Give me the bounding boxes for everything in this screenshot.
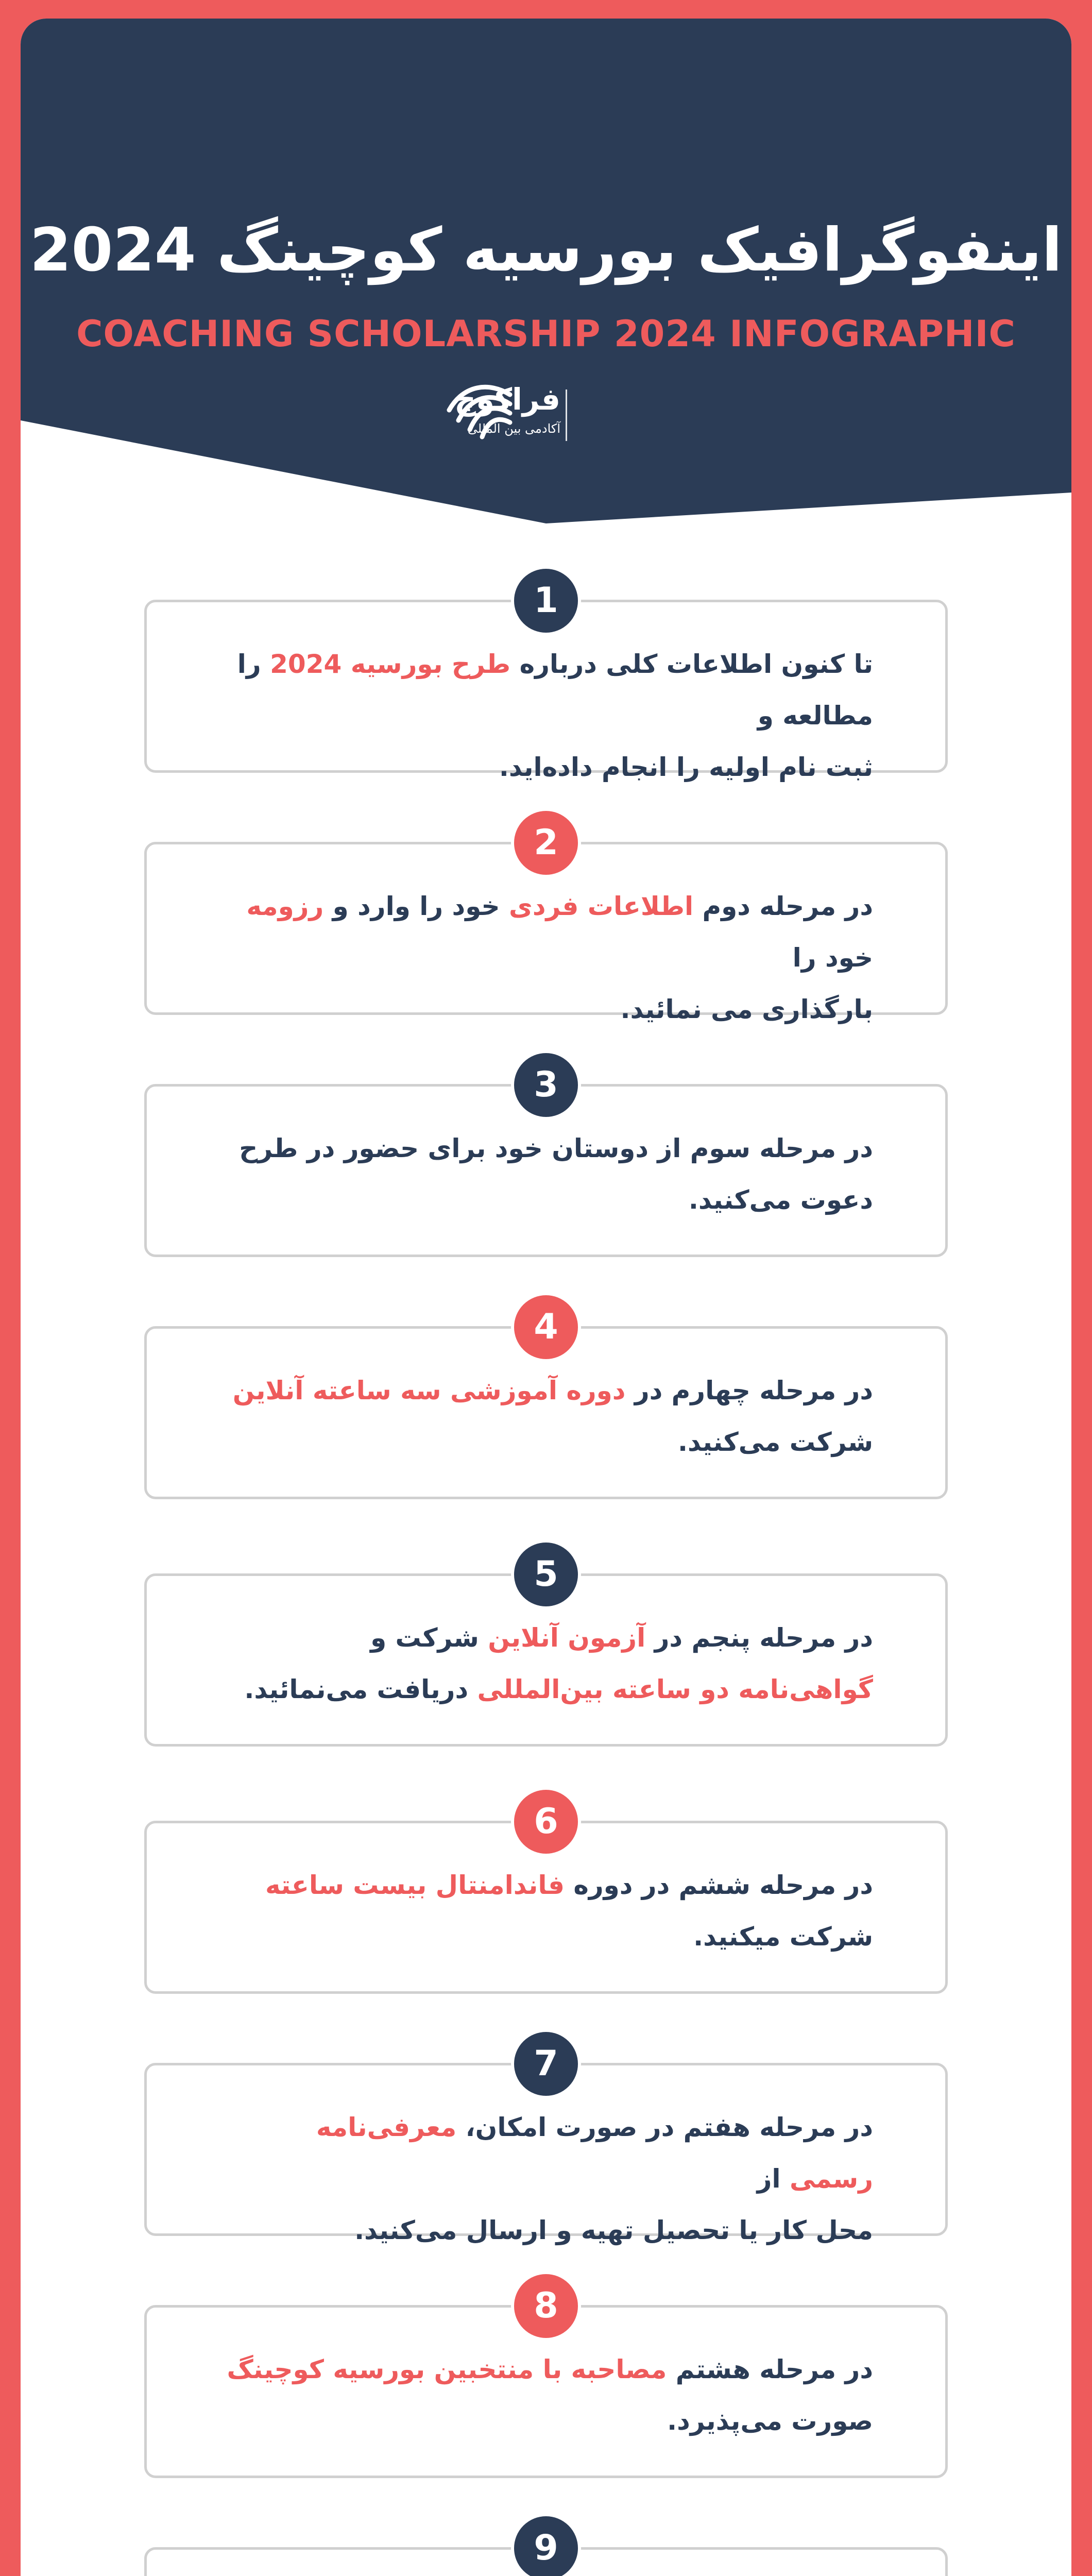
step-line-1: در مرحله هفتم در صورت امکان، معرفی‌نامه رسمی از [316, 2112, 873, 2194]
step-text [224, 2102, 873, 2256]
infographic-card [21, 19, 1071, 2576]
step-4 [21, 1295, 1071, 1481]
page-title: اینفوگرافیک بورسیه کوچینگ 2024 [29, 215, 1063, 285]
step-line-1: در مرحله پنجم در آزمون آنلاین شرکت و [370, 1623, 873, 1653]
step-line-2: محل کار یا تحصیل تهیه و ارسال می‌کنید. [354, 2215, 873, 2245]
step-5 [21, 1543, 1071, 1728]
step-text [224, 1859, 873, 1962]
step-line-2: ثبت نام اولیه را انجام داده‌اید. [499, 752, 873, 782]
step-7 [21, 2032, 1071, 2245]
step-line-1: در مرحله ششم در دوره فاندامنتال بیست ساعته [265, 1870, 873, 1900]
logo-divider [566, 389, 567, 441]
step-number-badge: 8 [511, 2271, 581, 2341]
step-text [224, 1123, 873, 1226]
step-text [224, 2344, 873, 2447]
step-1 [21, 569, 1071, 782]
step-2 [21, 811, 1071, 1024]
step-text [224, 1365, 873, 1468]
step-line-2: گواهی‌نامه دو ساعته بین‌المللی دریافت می‌نمائید. [244, 1674, 873, 1704]
step-number-badge: 3 [511, 1050, 581, 1120]
step-3 [21, 1053, 1071, 1239]
step-line-1: در مرحله سوم از دوستان خود برای حضور در طرح [239, 1133, 873, 1163]
page-subtitle: COACHING SCHOLARSHIP 2024 INFOGRAPHIC [76, 313, 1016, 355]
step-text [224, 638, 873, 793]
step-number-badge: 2 [511, 808, 581, 878]
step-6 [21, 1790, 1071, 1975]
step-line-1: در مرحله چهارم در دوره آموزشی سه ساعته آنلاین [232, 1376, 873, 1405]
step-number-badge: 7 [511, 2029, 581, 2099]
feather-wing-logo-icon [443, 379, 515, 441]
logo-name: فراکوچ [454, 382, 560, 417]
header [21, 19, 1071, 534]
step-line-1: تا کنون اطلاعات کلی درباره طرح بورسیه 2024 را مطالعه و [237, 649, 873, 731]
step-line-2: شرکت می‌کنید. [677, 1427, 873, 1457]
step-text [224, 880, 873, 1035]
step-number-badge: 5 [511, 1539, 581, 1609]
brand-logo [443, 379, 649, 456]
step-line-1: در مرحله دوم اطلاعات فردی خود را وارد و رزومه خود را [246, 891, 873, 973]
step-line-2: بارگذاری می نمائید. [620, 994, 873, 1024]
step-number-badge: 4 [511, 1292, 581, 1362]
step-number-badge: 1 [511, 566, 581, 636]
step-line-1: در مرحله هشتم مصاحبه با منتخبین بورسیه کوچینگ [227, 2354, 873, 2384]
step-line-2: صورت می‌پذیرد. [667, 2406, 873, 2436]
step-line-2: دعوت می‌کنید. [688, 1185, 873, 1215]
logo-subtitle: آکادمی بین المللی [467, 421, 560, 436]
step-9 [21, 2516, 1071, 2576]
step-number-badge: 6 [511, 1787, 581, 1857]
step-8 [21, 2274, 1071, 2460]
step-number-badge: 9 [511, 2513, 581, 2576]
step-line-2: شرکت میکنید. [693, 1922, 873, 1952]
step-text [224, 1612, 873, 1715]
